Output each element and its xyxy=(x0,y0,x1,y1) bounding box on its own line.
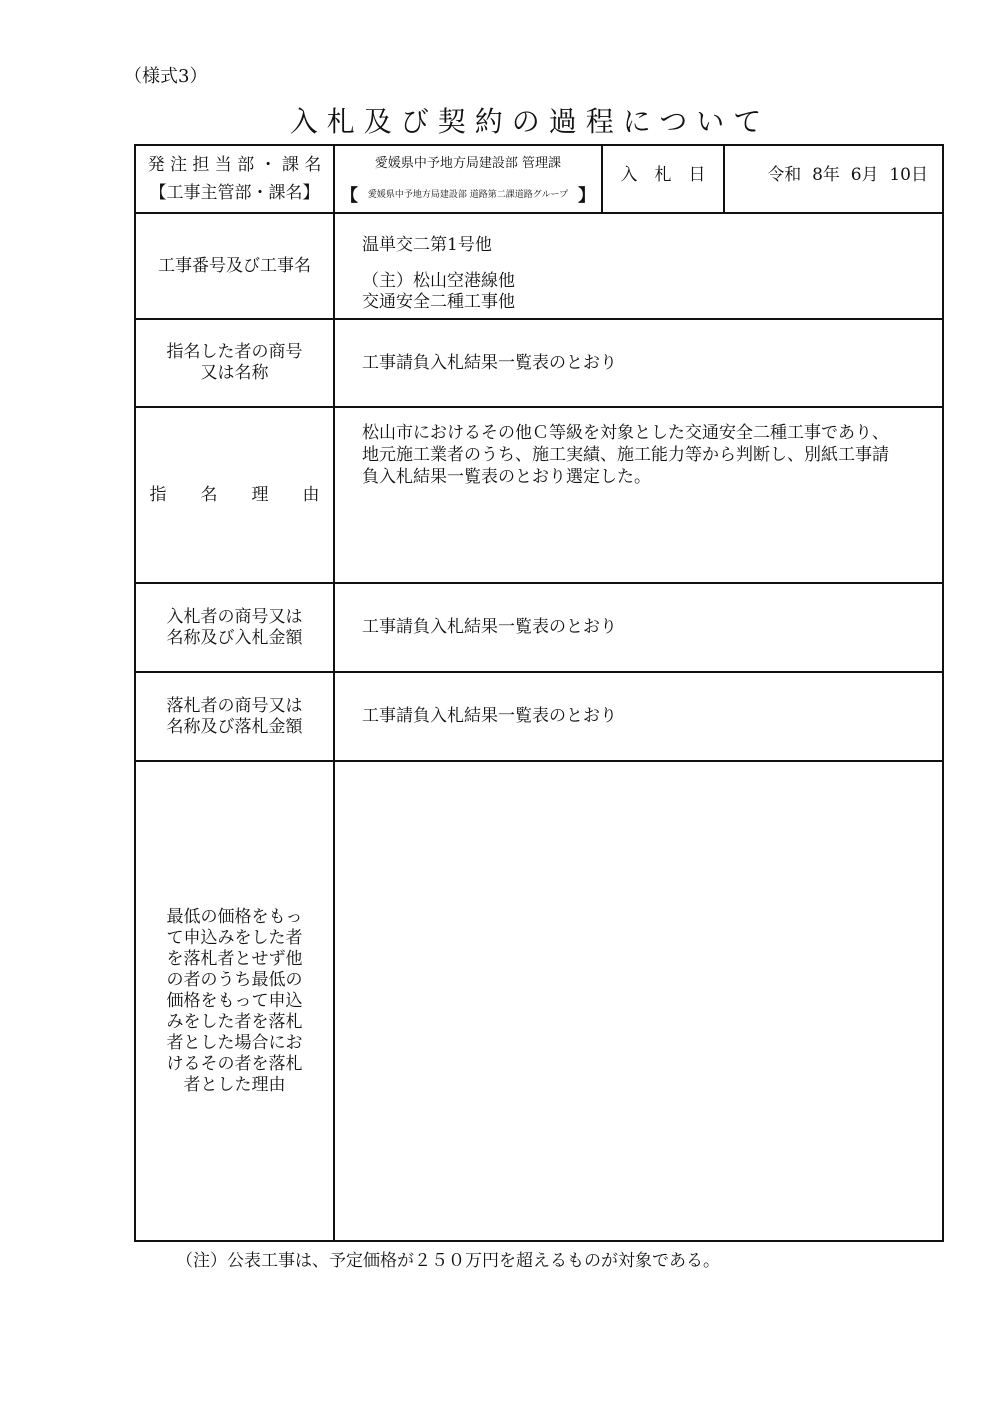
exception-label-line: 最低の価格をもっ xyxy=(166,906,303,927)
bid-date-value: 令和 8年 6月 10日 xyxy=(767,164,928,185)
form-number: （様式3） xyxy=(124,66,208,87)
exception-label-line: 者とした場合にお xyxy=(166,1032,303,1053)
exception-label-line: て申込みをした者 xyxy=(166,927,303,948)
bid-date-label: 入 札 日 xyxy=(620,164,706,185)
dept-value-line2-wrap xyxy=(341,181,595,206)
nominated-label-line2: 又は名称 xyxy=(200,363,269,383)
nominated-label-line1: 指名した者の商号 xyxy=(166,342,303,362)
exception-label-line: みをした者を落札 xyxy=(166,1011,303,1032)
exception-label-line: 価格をもって申込 xyxy=(166,990,303,1011)
bracket-open: 【 xyxy=(340,186,358,206)
winner-label xyxy=(136,673,333,760)
exception-label-line: の者のうち最低の xyxy=(166,969,303,990)
bidders-label xyxy=(136,584,333,671)
bidders-label-line2: 名称及び入札金額 xyxy=(166,627,303,648)
reason-line2: 地元施工業者のうち、施工実績、施工能力等から判断し、別紙工事請 xyxy=(362,445,889,465)
dept-label xyxy=(136,146,333,212)
project-number: 温単交二第1号他 xyxy=(362,235,492,255)
dept-label-line2: 【工事主管部・課名】 xyxy=(149,183,320,203)
nominated-value: 工事請負入札結果一覧表のとおり xyxy=(362,353,617,373)
dept-value xyxy=(335,146,601,212)
reason-line3: 負入札結果一覧表のとおり選定した。 xyxy=(362,467,651,487)
winner-label-line1: 落札者の商号又は xyxy=(166,695,303,716)
winner-value: 工事請負入札結果一覧表のとおり xyxy=(362,706,617,726)
exception-label-line: 者とした理由 xyxy=(183,1074,286,1095)
footnote: （注）公表工事は、予定価格が２５０万円を超えるものが対象である。 xyxy=(176,1251,720,1271)
bidders-value: 工事請負入札結果一覧表のとおり xyxy=(362,617,617,637)
winner-label-line2: 名称及び落札金額 xyxy=(166,716,303,737)
project-name-line2: 交通安全二種工事他 xyxy=(362,292,515,312)
project-label: 工事番号及び工事名 xyxy=(158,255,311,276)
nominated-label xyxy=(136,320,333,406)
reason-label: 指 名 理 由 xyxy=(149,484,320,505)
exception-label xyxy=(136,762,333,1240)
bidders-label-line1: 入札者の商号又は xyxy=(166,606,303,627)
bracket-close: 】 xyxy=(578,186,596,206)
dept-value-line1: 愛媛県中予地方局建設部 管理課 xyxy=(374,156,562,171)
dept-value-line2: 愛媛県中予地方局建設部 道路第二課道路グループ xyxy=(367,190,569,200)
dept-label-line1: 発 注 担 当 部 ・ 課 名 xyxy=(147,155,322,175)
project-name-line1: （主）松山空港線他 xyxy=(362,271,515,291)
page-title: 入札及び契約の過程について xyxy=(289,105,771,138)
reason-line1: 松山市におけるその他Ｃ等級を対象とした交通安全二種工事であり、 xyxy=(362,423,889,443)
column-divider xyxy=(333,144,335,1242)
exception-label-line: けるその者を落札 xyxy=(166,1053,303,1074)
exception-label-line: を落札者とせず他 xyxy=(166,948,303,969)
